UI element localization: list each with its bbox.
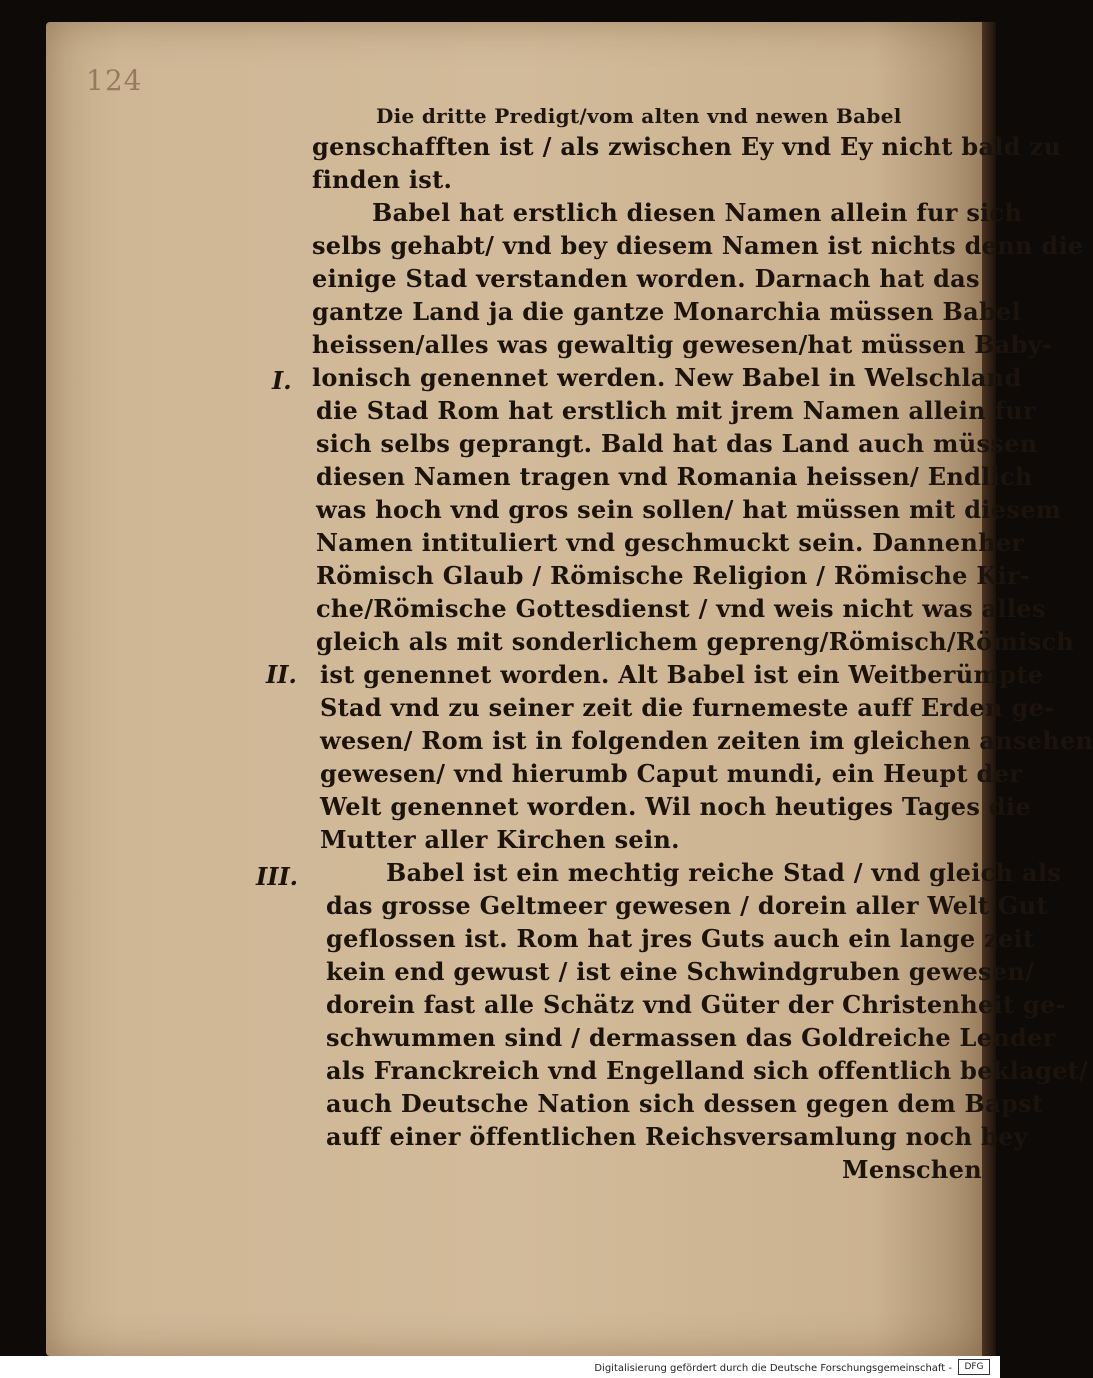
text-line: Babel ist ein mechtig reiche Stad / vnd gleich als — [386, 858, 1062, 887]
catchword: Menschen — [842, 1155, 982, 1184]
body-text — [46, 22, 1093, 1356]
text-line: dorein fast alle Schätz vnd Güter der Christenheit ge- — [326, 990, 1066, 1019]
margin-note: III. — [256, 862, 299, 891]
text-line: Römisch Glaub / Römische Religion / Römische Kir- — [316, 561, 1031, 590]
text-line: diesen Namen tragen vnd Romania heissen/ Endlich — [316, 462, 1033, 491]
text-line: was hoch vnd gros sein sollen/ hat müssen mit diesem — [316, 495, 1062, 524]
text-line: che/Römische Gottesdienst / vnd weis nicht was alles — [316, 594, 1046, 623]
text-line: kein end gewust / ist eine Schwindgruben gewesen/ — [326, 957, 1035, 986]
text-line: auch Deutsche Nation sich dessen gegen dem Bapst — [326, 1089, 1044, 1118]
text-line: Welt genennet worden. Wil noch heutiges Tages die — [320, 792, 1031, 821]
running-head: Die dritte Predigt/vom alten vnd newen Babel — [376, 104, 902, 128]
text-line: Namen intituliert vnd geschmuckt sein. Dannenher — [316, 528, 1025, 557]
footer-bar — [0, 1356, 1000, 1378]
text-line: finden ist. — [312, 165, 453, 194]
text-line: das grosse Geltmeer gewesen / dorein aller Welt Gut — [326, 891, 1048, 920]
text-line: Mutter aller Kirchen sein. — [320, 825, 680, 854]
dfg-logo: DFG — [958, 1359, 990, 1375]
book-page — [46, 22, 1093, 1356]
text-line: wesen/ Rom ist in folgenden zeiten im gleichen ansehen — [320, 726, 1093, 755]
margin-note: II. — [266, 660, 297, 689]
margin-note: I. — [272, 366, 292, 395]
text-line: gleich als mit sonderlichem gepreng/Römisch/Römisch — [316, 627, 1075, 656]
page-number: 124 — [86, 64, 143, 97]
text-line: geflossen ist. Rom hat jres Guts auch ein lange zeit — [326, 924, 1035, 953]
text-line: Babel hat erstlich diesen Namen allein fur sich — [372, 198, 1023, 227]
text-line: die Stad Rom hat erstlich mit jrem Namen allein fur — [316, 396, 1036, 425]
text-line: gewesen/ vnd hierumb Caput mundi, ein Heupt der — [320, 759, 1023, 788]
text-line: ist genennet worden. Alt Babel ist ein Weitberümpte — [320, 660, 1044, 689]
text-line: einige Stad verstanden worden. Darnach hat das — [312, 264, 980, 293]
text-line: schwummen sind / dermassen das Goldreiche Lender — [326, 1023, 1056, 1052]
text-line: gantze Land ja die gantze Monarchia müssen Babel — [312, 297, 1022, 326]
text-line: als Franckreich vnd Engelland sich offentlich beklaget/ — [326, 1056, 1089, 1085]
footer-credit: Digitalisierung gefördert durch die Deutsche Forschungsgemeinschaft - — [594, 1363, 952, 1374]
text-line: heissen/alles was gewaltig gewesen/hat müssen Baby- — [312, 330, 1053, 359]
text-line: Stad vnd zu seiner zeit die furnemeste auff Erden ge- — [320, 693, 1055, 722]
text-line: lonisch genennet werden. New Babel in Welschland — [312, 363, 1022, 392]
text-line: selbs gehabt/ vnd bey diesem Namen ist nichts denn die — [312, 231, 1084, 260]
text-line: auff einer öffentlichen Reichsversamlung noch bey — [326, 1122, 1028, 1151]
text-line: genschafften ist / als zwischen Ey vnd Ey nicht bald zu — [312, 132, 1062, 161]
text-line: sich selbs geprangt. Bald hat das Land auch müssen — [316, 429, 1038, 458]
